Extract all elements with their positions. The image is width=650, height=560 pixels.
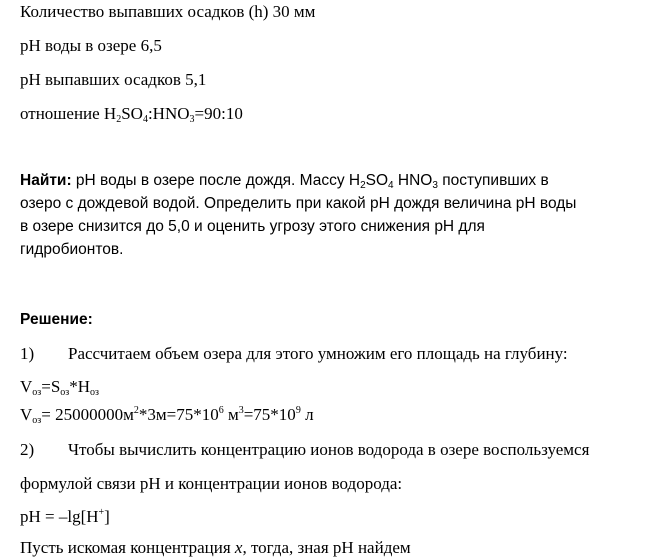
- solution-step-1: 1) Рассчитаем объем озера для этого умножим его площадь на глубину:: [20, 344, 568, 363]
- given-acid-ratio: отношение $H_2SO_4:HNO_3=90:10$: [20, 104, 243, 125]
- step-2-number: 2): [20, 440, 35, 459]
- given-lake-ph: pH воды в озере 6,5: [20, 36, 162, 55]
- solution-step-2: 2) Чтобы вычислить концентрацию ионов водорода в озере воспользуемся: [20, 440, 590, 459]
- solution-label: Решение:: [20, 311, 93, 328]
- step-1-number: 1): [20, 344, 35, 363]
- find-line-3: в озере снизится до 5,0 и оценить угрозу этого снижения pH для: [20, 218, 485, 235]
- given-rain-ph: pH выпавших осадков 5,1: [20, 70, 207, 89]
- formula-volume-calc: $V_{оз}= 25000000м^2*3м=75*10^6$ $м^3=75*10^9$ л: [20, 405, 314, 426]
- find-line-1: Найти: pH воды в озере после дождя. Массу $H_2SO_4$ $HNO_3$ поступивших в: [20, 172, 549, 191]
- formula-volume: $V_{оз}=S_{оз}*H_{оз}$: [20, 377, 99, 398]
- formula-ph: pH = –lg[H+]: [20, 507, 110, 526]
- given-precipitation: Количество выпавших осадков (h) 30 мм: [20, 2, 316, 21]
- find-label: Найти:: [20, 172, 72, 189]
- solution-last-line: Пусть искомая концентрация x, тогда, зная pH найдем: [20, 538, 411, 557]
- find-line-2: озеро с дождевой водой. Определить при какой pH дождя величина pH воды: [20, 195, 577, 212]
- variable-x: x: [234, 538, 243, 557]
- find-line-4: гидробионтов.: [20, 241, 124, 258]
- solution-step-2-cont: формулой связи pH и концентрации ионов водорода:: [20, 474, 403, 493]
